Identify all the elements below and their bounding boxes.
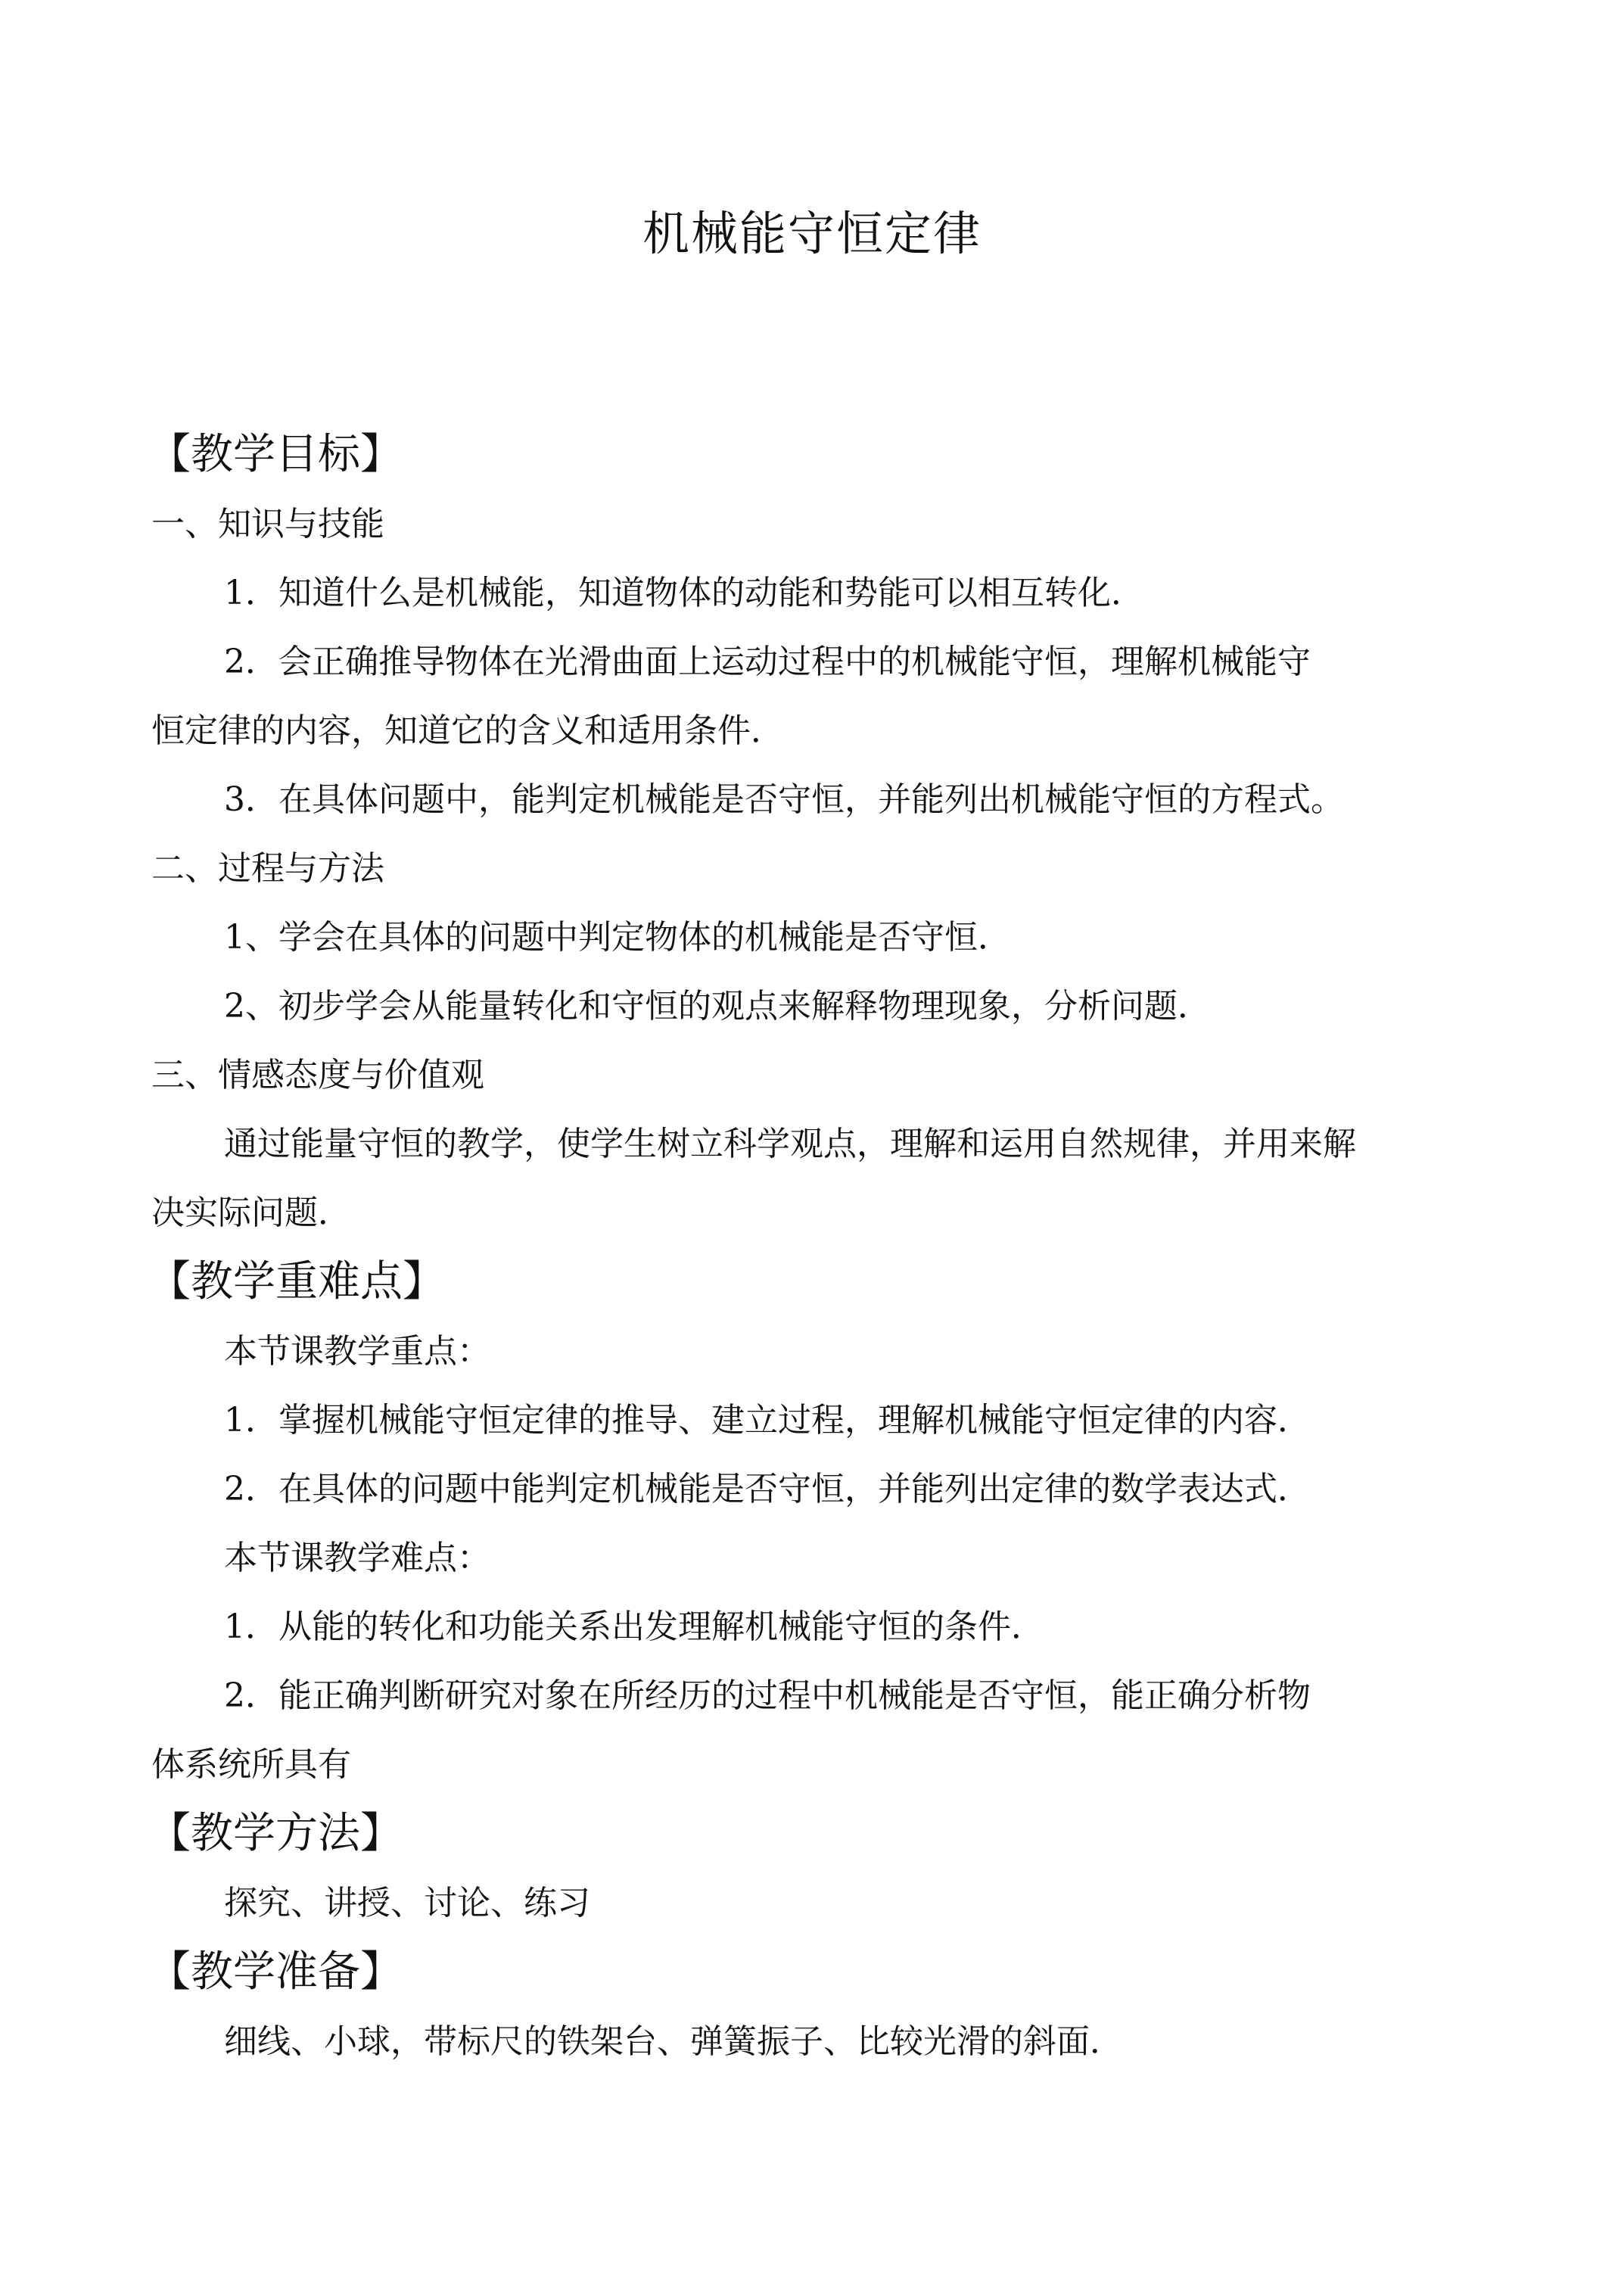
preparation-heading: 【教学准备】	[148, 1947, 403, 1997]
difficulty-item-2-line-2: 体系统所具有	[151, 1745, 351, 1784]
process-item-1: 1、学会在具体的问题中判定物体的机械能是否守恒．	[224, 918, 1011, 957]
focus-label: 本节课教学重点：	[224, 1332, 490, 1371]
process-item-2: 2、初步学会从能量转化和守恒的观点来解释物理现象，分析问题．	[224, 987, 1211, 1026]
difficulty-item-2-line-1: 2．能正确判断研究对象在所经历的过程中机械能是否守恒，能正确分析物	[224, 1676, 1311, 1715]
focus-item-1: 1．掌握机械能守恒定律的推导、建立过程，理解机械能守恒定律的内容．	[224, 1401, 1311, 1440]
methods-text: 探究、讲授、讨论、练习	[224, 1884, 590, 1922]
knowledge-item-1: 1．知道什么是机械能，知道物体的动能和势能可以相互转化．	[224, 574, 1144, 612]
knowledge-item-2-line-2: 恒定律的内容，知道它的含义和适用条件．	[151, 711, 784, 750]
objectives-heading: 【教学目标】	[148, 430, 403, 479]
knowledge-item-2-line-1: 2．会正确推导物体在光滑曲面上运动过程中的机械能守恒，理解机械能守	[224, 643, 1311, 681]
methods-heading: 【教学方法】	[148, 1809, 403, 1858]
difficulty-label: 本节课教学难点：	[224, 1539, 490, 1577]
focus-item-2: 2．在具体的问题中能判定机械能是否守恒，并能列出定律的数学表达式．	[224, 1470, 1311, 1508]
process-heading: 二、过程与方法	[151, 849, 384, 888]
difficulty-item-1: 1．从能的转化和功能关系出发理解机械能守恒的条件．	[224, 1608, 1044, 1646]
knowledge-item-3: 3．在具体问题中，能判定机械能是否守恒，并能列出机械能守恒的方程式。	[224, 780, 1344, 819]
document-title: 机械能守恒定律	[642, 206, 982, 261]
knowledge-heading: 一、知识与技能	[151, 505, 384, 543]
document-body	[148, 420, 1483, 2076]
keypoints-heading: 【教学重难点】	[148, 1257, 445, 1306]
emotion-heading: 三、情感态度与价值观	[151, 1056, 484, 1094]
preparation-text: 细线、小球，带标尺的铁架台、弹簧振子、比较光滑的斜面．	[224, 2022, 1123, 2061]
emotion-text-line-1: 通过能量守恒的教学，使学生树立科学观点，理解和运用自然规律，并用来解	[224, 1125, 1356, 1163]
emotion-text-line-2: 决实际问题．	[151, 1194, 351, 1232]
